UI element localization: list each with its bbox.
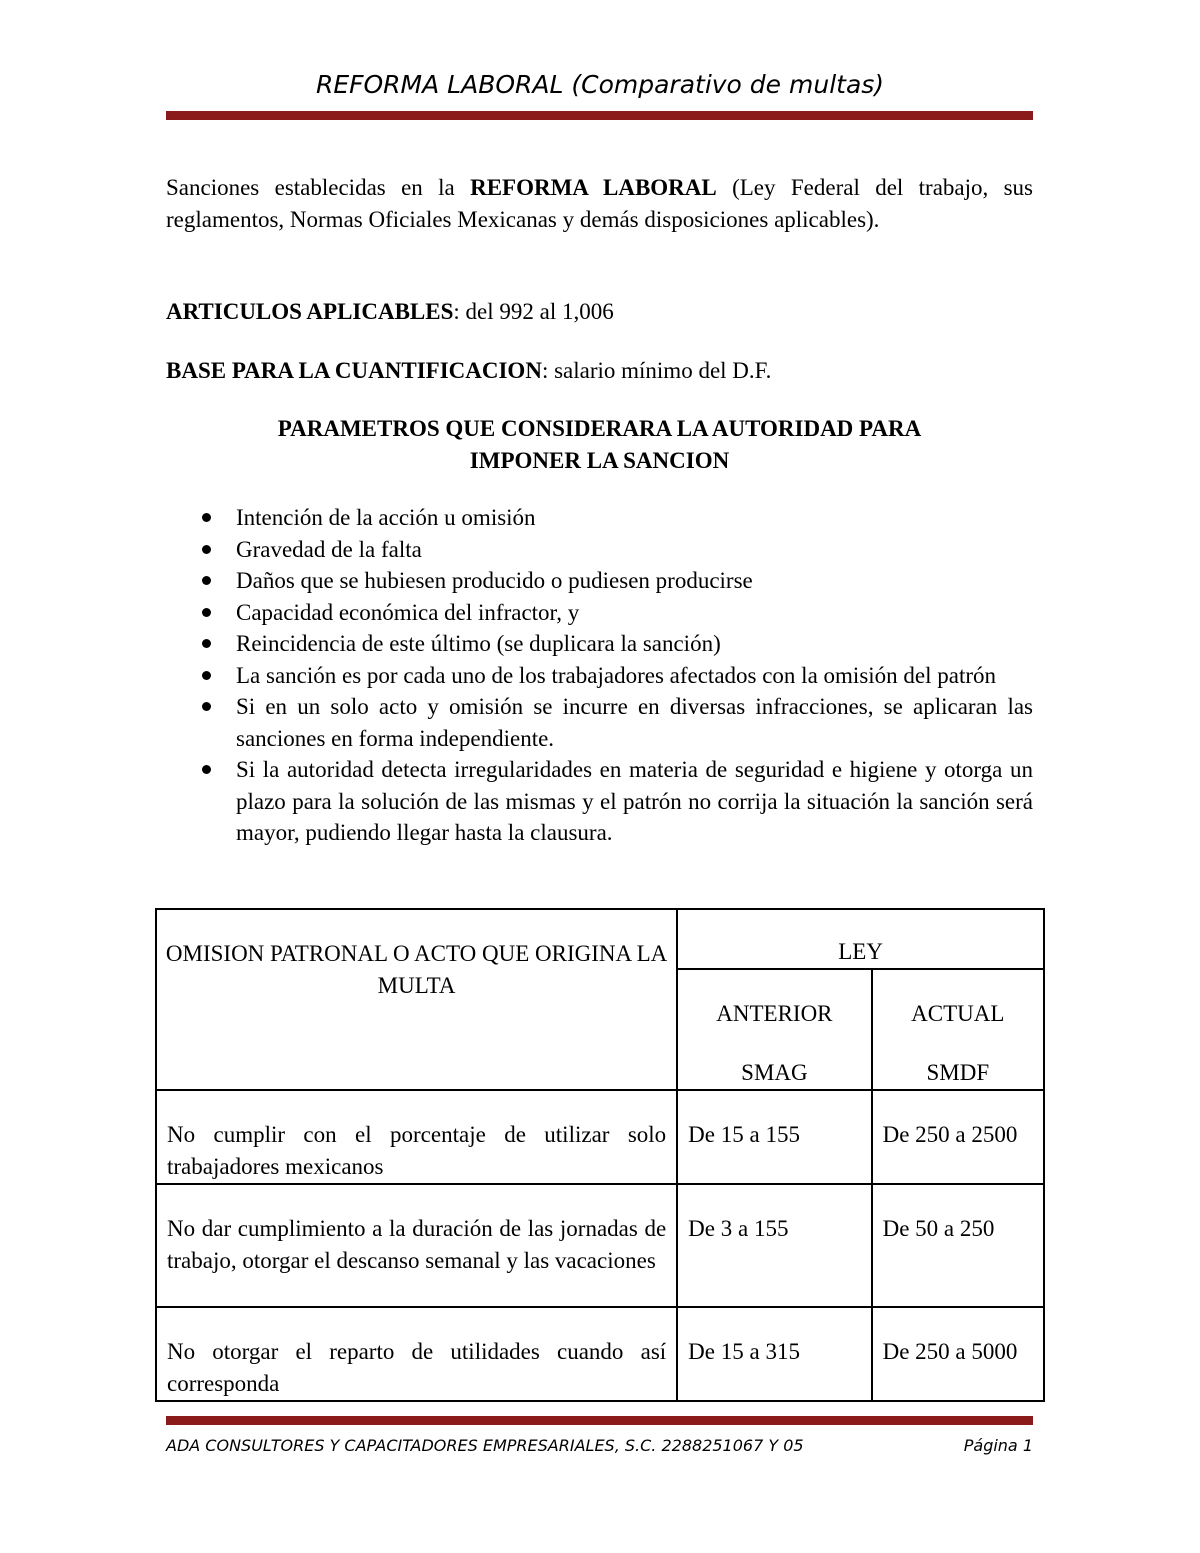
list-item-text: Intención de la acción u omisión	[236, 505, 536, 530]
list-item	[166, 754, 1033, 849]
header-anterior	[677, 969, 871, 1090]
bullet-icon	[202, 576, 211, 585]
row-description: No cumplir con el porcentaje de utilizar solo trabajadores mexicanos	[156, 1090, 677, 1184]
list-item-text: Gravedad de la falta	[236, 536, 422, 562]
bullet-icon	[202, 765, 211, 774]
articles-value: : del 992 al 1,006	[453, 299, 614, 324]
list-item	[166, 565, 1033, 597]
header-anterior-sub: SMAG	[741, 1060, 808, 1085]
list-item-text: Capacidad económica del infractor, y	[236, 599, 580, 625]
bullet-icon	[202, 702, 211, 711]
parameters-heading	[166, 413, 1033, 477]
bullet-icon	[202, 608, 211, 617]
header-ley: LEY	[677, 909, 1044, 969]
articles-line	[166, 296, 1033, 328]
header-anterior-label: ANTERIOR	[716, 1001, 833, 1026]
parameters-heading-line2: IMPONER LA SANCION	[469, 448, 730, 473]
table-row	[156, 1184, 1044, 1307]
table-header-row	[156, 909, 1044, 969]
list-item-text: Si en un solo acto y omisión se incurre en diversas infracciones, se aplicaran las sanciones en forma independiente.	[236, 694, 1033, 751]
list-item-text: Si la autoridad detecta irregularidades en materia de seguridad e higiene y otorga un plazo para la solución de las mismas y el patrón no corrija la situación la sanción será mayor, pudiendo llegar hasta la clausura.	[236, 757, 1033, 845]
intro-paragraph	[166, 172, 1033, 236]
base-line	[166, 355, 1033, 387]
bullet-icon	[202, 513, 211, 522]
footer-company: ADA CONSULTORES Y CAPACITADORES EMPRESARIALES, S.C. 2288251067 Y 05	[166, 1436, 804, 1455]
intro-text-bold: REFORMA LABORAL	[470, 175, 717, 200]
header-actual	[872, 969, 1044, 1090]
row-description: No otorgar el reparto de utilidades cuando así corresponda	[156, 1307, 677, 1401]
fines-comparison-table	[155, 908, 1045, 1402]
list-item-text: Daños que se hubiesen producido o pudiesen producirse	[236, 568, 753, 593]
list-item	[166, 691, 1033, 754]
list-item	[166, 502, 1033, 534]
header-actual-label: ACTUAL	[911, 1001, 1005, 1026]
row-description: No dar cumplimiento a la duración de las jornadas de trabajo, otorgar el descanso semanal y las vacaciones	[156, 1184, 677, 1307]
list-item-text: La sanción es por cada uno de los trabajadores afectados con la omisión del patrón	[236, 662, 997, 688]
footer-page-number: Página 1	[963, 1436, 1033, 1455]
list-item	[166, 628, 1033, 660]
row-actual: De 250 a 2500	[872, 1090, 1044, 1184]
parameters-heading-line1: PARAMETROS QUE CONSIDERARA LA AUTORIDAD PARA	[277, 416, 922, 441]
base-label: BASE PARA LA CUANTIFICACION	[166, 358, 542, 383]
intro-text-post: (Ley Federal del trabajo, sus reglamentos, Normas Oficiales Mexicanas y demás disposiciones aplicables).	[166, 175, 1033, 232]
parameters-list	[166, 502, 1033, 849]
row-anterior: De 3 a 155	[677, 1184, 871, 1307]
header-omision: OMISION PATRONAL O ACTO QUE ORIGINA LA MULTA	[156, 909, 677, 1090]
bullet-icon	[202, 671, 211, 680]
table-row	[156, 1307, 1044, 1401]
row-actual: De 250 a 5000	[872, 1307, 1044, 1401]
table-row	[156, 1090, 1044, 1184]
header-actual-sub: SMDF	[926, 1060, 990, 1085]
page-header-title: REFORMA LABORAL (Comparativo de multas)	[315, 70, 885, 99]
list-item	[166, 660, 1033, 692]
header-divider	[166, 111, 1033, 120]
bullet-icon	[202, 545, 211, 554]
base-value: : salario mínimo del D.F.	[541, 358, 772, 383]
list-item-text: Reincidencia de este último (se duplicara la sanción)	[236, 631, 721, 656]
list-item	[166, 534, 1033, 566]
row-anterior: De 15 a 315	[677, 1307, 871, 1401]
bullet-icon	[202, 639, 211, 648]
intro-text-pre: Sanciones establecidas en la	[166, 175, 471, 200]
footer-divider	[166, 1416, 1033, 1425]
list-item	[166, 597, 1033, 629]
articles-label: ARTICULOS APLICABLES	[166, 299, 454, 324]
row-anterior: De 15 a 155	[677, 1090, 871, 1184]
row-actual: De 50 a 250	[872, 1184, 1044, 1307]
